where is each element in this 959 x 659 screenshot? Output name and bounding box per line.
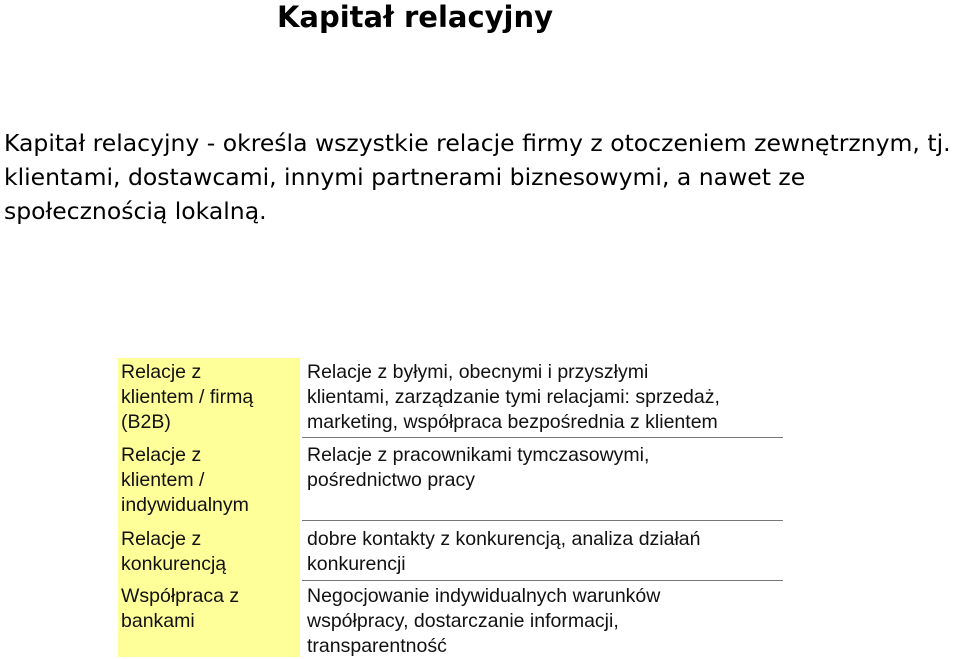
row-divider: [302, 520, 783, 521]
row-description-banks: Negocjowanie indywidualnych warunków współpracy, dostarczanie informacji, transparentność: [307, 585, 661, 657]
row-label-b2b: Relacje z klientem / firmą (B2B): [121, 361, 254, 433]
row-description-b2b: Relacje z byłymi, obecnymi i przyszłymi klientami, zarządzanie tymi relacjami: sprzedaż, marketing, współpraca bezpośrednia z klientem: [307, 361, 720, 433]
column-divider: [300, 358, 302, 657]
relations-table: [118, 358, 788, 657]
row-label-competition: Relacje z konkurencją: [121, 528, 227, 575]
row-description-individual: Relacje z pracownikami tymczasowymi, pośrednictwo pracy: [307, 444, 650, 491]
row-divider: [302, 580, 783, 581]
row-divider: [302, 437, 783, 438]
slide-body-text: Kapitał relacyjny - określa wszystkie relacje firmy z otoczeniem zewnętrznym, tj. klientami, dostawcami, innymi partnerami biznesowymi, a nawet ze społecznością lokalną.: [4, 129, 951, 225]
row-description-competition: dobre kontakty z konkurencją, analiza działań konkurencji: [307, 528, 701, 575]
row-label-individual: Relacje z klientem / indywidualnym: [121, 444, 249, 516]
slide-title: Kapitał relacyjny: [276, 0, 554, 34]
row-label-banks: Współpraca z bankami: [121, 585, 240, 632]
